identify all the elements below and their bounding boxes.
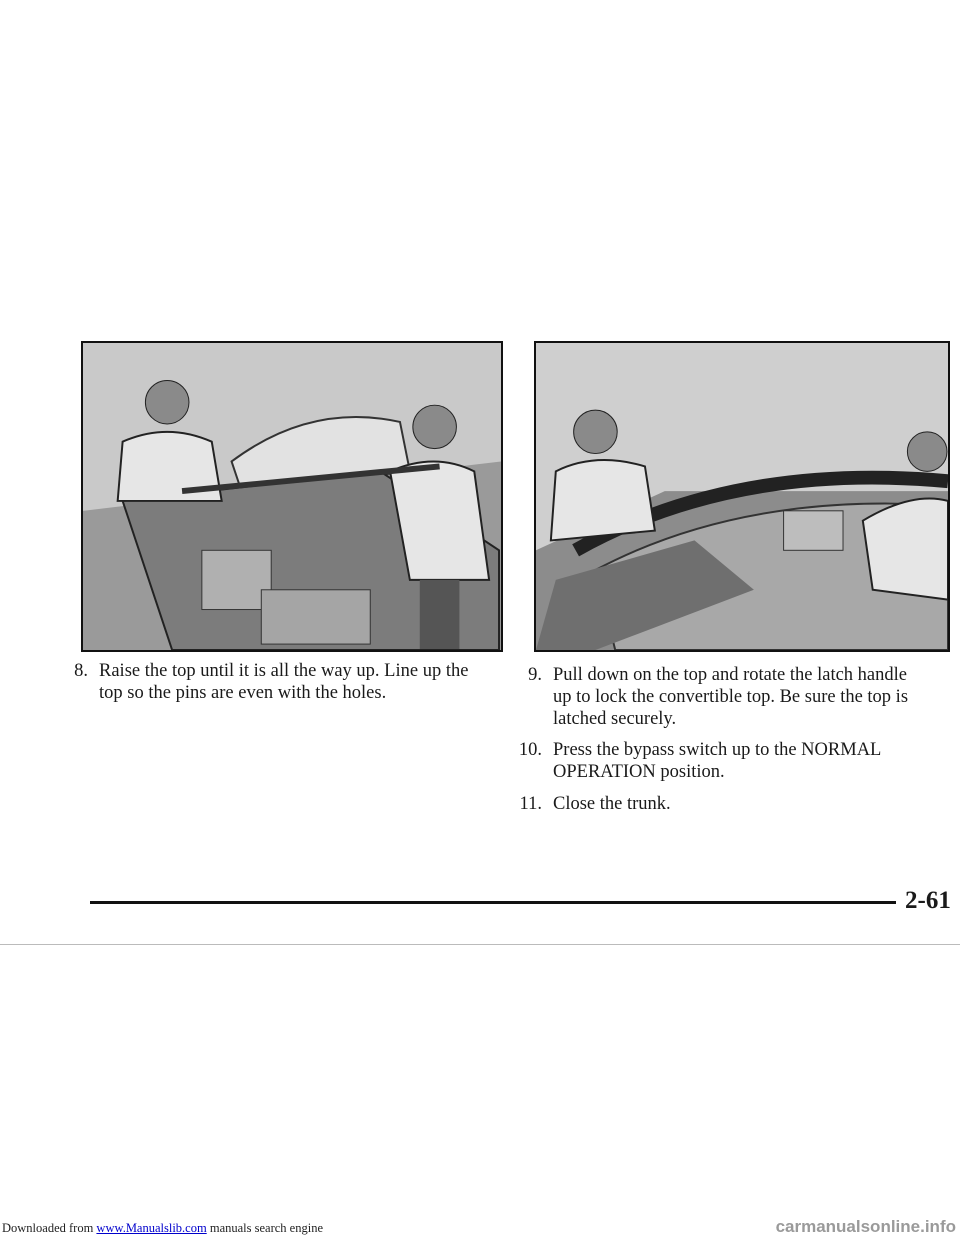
step-text: Close the trunk. (553, 794, 671, 814)
step-number: 11. (519, 794, 542, 814)
step-11 (508, 793, 928, 815)
step-text: Pull down on the top and rotate the latch handle up to lock the convertible top. Be sure the top is latched securely. (553, 665, 909, 729)
illustration-raise-top-drawing (83, 343, 501, 650)
page-number: 2-61 (905, 887, 951, 914)
step-10 (508, 739, 928, 783)
illustration-latch-top-drawing (536, 343, 948, 650)
footer-rule (90, 901, 896, 904)
step-text: Raise the top until it is all the way up. Line up the top so the pins are even with the holes. (99, 661, 469, 703)
step-8 (54, 660, 484, 704)
step-number: 10. (518, 740, 542, 760)
step-text: Press the bypass switch up to the NORMAL OPERATION position. (553, 740, 881, 782)
step-number: 8. (74, 661, 88, 681)
illustration-raise-top (81, 341, 503, 652)
step-9 (508, 664, 928, 730)
watermark: carmanualsonline.info (775, 1217, 956, 1236)
illustration-latch-top (534, 341, 950, 652)
page-bottom-rule (0, 944, 960, 945)
step-number: 9. (528, 665, 542, 685)
footer-prefix: Downloaded from (2, 1221, 97, 1235)
manualslib-link[interactable]: www.Manualslib.com (96, 1221, 207, 1235)
footer-suffix: manuals search engine (206, 1221, 323, 1235)
download-footer (2, 1221, 323, 1236)
